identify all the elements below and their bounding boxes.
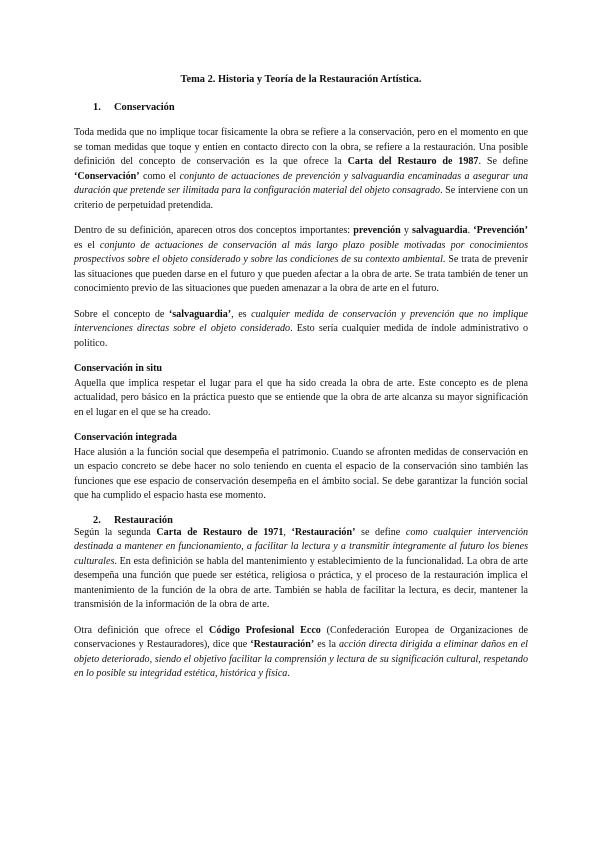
subheading-conservacion-in-situ: Conservación in situ xyxy=(74,363,163,374)
text-run: . Esto sería cualquier medida de índole administrativo o político. xyxy=(74,323,529,349)
text-run: (Confederación Europea de Organizaciones de conservaciones y Restauradores), dice que xyxy=(74,624,529,650)
section-1-heading xyxy=(74,102,528,113)
section-1-title: Conservación xyxy=(114,102,175,113)
text-run: . En esta definición se habla del mantenimiento y establecimiento de la funcionalidad. La obra de arte desempeña una función que puede ser estética, religiosa o práctica, y el proceso de la restauración implica el mantenimiento de la función de la obra de arte. También se habla de facilitar la lectura, es decir, mantener la transmisión de la información de la obra de arte. xyxy=(74,555,528,610)
bold-term: Código Profesional Ecco xyxy=(209,624,321,636)
text-run: como el xyxy=(139,170,180,182)
section-1-number: 1. xyxy=(93,102,101,113)
bold-term: ‘Prevención’ xyxy=(473,225,528,236)
text-run: Sobre el concepto de xyxy=(74,308,169,320)
text-run: Según la segunda xyxy=(74,526,157,538)
conservacion-paragraph-3 xyxy=(74,308,528,352)
document-title: Tema 2. Historia y Teoría de la Restauración Artística. xyxy=(180,74,422,85)
text-run: , xyxy=(283,526,292,538)
bold-term: ‘Restauración’ xyxy=(250,639,315,650)
restauracion-paragraph-1 xyxy=(74,526,528,613)
bold-term: Carta del Restauro de 1987 xyxy=(347,156,479,167)
text-run: . Se interviene con un criterio de perpetuidad pretendida. xyxy=(74,185,529,211)
italic-definition: conjunto de actuaciones de prevención y salvaguardia encaminadas a asegurar una duración que pretende ser ilimitada para la configuración material del objeto consagrado xyxy=(74,170,529,196)
bold-term: prevención xyxy=(353,225,401,236)
section-2-heading xyxy=(74,515,528,526)
italic-definition: acción directa dirigida a eliminar daños en el objeto deteriorado, siendo el objetivo facilitar la comprensión y lectura de su significación cultural, respetando en lo posible su integridad estética, histórica y física xyxy=(74,639,528,679)
bold-term: ‘salvaguardia’ xyxy=(168,308,232,320)
restauracion-paragraph-2 xyxy=(74,624,528,682)
italic-definition: cualquier medida de conservación y prevención que no implique intervenciones directas sobre el objeto considerado xyxy=(74,308,528,334)
conservacion-in-situ-text: Aquella que implica respetar el lugar para el que ha sido creada la obra de arte. Este concepto es de plena actualidad, pero básico en la práctica puesto que se entiende que la obra de arte alcanza su mayor significación en el lugar en el que se ha creado. xyxy=(74,377,528,418)
text-run: . xyxy=(287,668,290,679)
text-run: es el xyxy=(74,239,100,251)
bold-term: ‘Restauración’ xyxy=(291,526,356,538)
section-2-number: 2. xyxy=(93,514,101,526)
bold-term: Carta de Restauro de 1971 xyxy=(156,526,284,538)
text-run: se define xyxy=(355,526,406,538)
text-run: . Se trata de prevenir las situaciones que pueden darse en el futuro y que pueden afectar a la obra de arte. Se trata también de tener un conocimiento previo de las situaciones que pueden amenazar a la obra de arte en el futuro. xyxy=(74,254,528,294)
bold-term: ‘Conservación’ xyxy=(74,170,140,182)
text-run: Toda medida que no implique tocar físicamente la obra se refiere a la conservación, pero en el momento en que se toman medidas que toque y entien en contacto directo con la obra, se refiere a la restauración. Una posible definición del concepto de conservación es la que ofrece la xyxy=(74,127,528,167)
subheading-conservacion-integrada: Conservación integrada xyxy=(74,432,177,443)
conservacion-paragraph-2 xyxy=(74,224,528,297)
text-run: , es xyxy=(231,308,252,320)
bold-term: salvaguardia xyxy=(412,225,468,236)
document-page xyxy=(74,74,528,682)
text-run: y xyxy=(400,225,413,236)
section-2-title: Restauración xyxy=(114,514,173,526)
text-run: Dentro de su definición, aparecen otros dos conceptos importantes: xyxy=(74,225,354,236)
conservacion-integrada-text: Hace alusión a la función social que desempeña el patrimonio. Cuando se afronten medidas de conservación en un espacio concreto se debe hacer no solo teniendo en cuenta el espacio de la conservación sino también las funciones que ese espacio de conservación desempeña en el ámbito social. Se debe garantizar la función social que ha cumplido el espacio hasta ese momento. xyxy=(74,446,528,501)
text-run: . xyxy=(467,225,474,236)
text-run: es la xyxy=(314,639,339,650)
conservacion-paragraph-1 xyxy=(74,126,528,213)
italic-definition: como cualquier intervención destinada a mantener en funcionamiento, a facilitar la lectura y a transmitir íntegramente al futuro los bienes culturales xyxy=(74,526,529,567)
text-run: . Se define xyxy=(478,156,529,167)
text-run: Otra definición que ofrece el xyxy=(74,624,210,636)
italic-definition: conjunto de actuaciones de conservación al más largo plazo posible motivadas por conocimientos prospectivos sobre el objeto considerado y sobre las condiciones de su contexto ambiental xyxy=(74,239,528,265)
